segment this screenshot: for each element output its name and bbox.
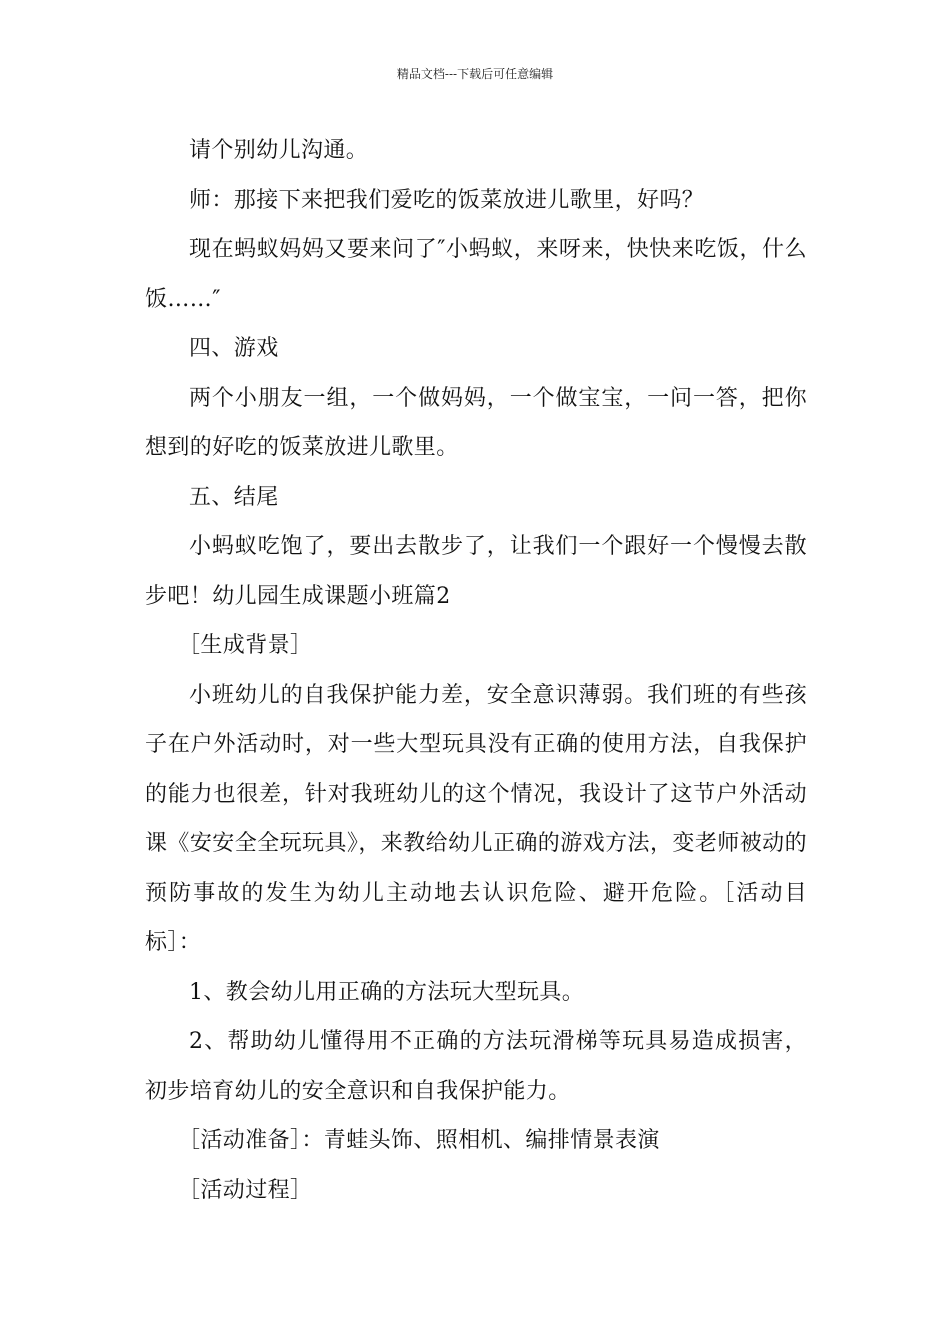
paragraph-communicate: 请个别幼儿沟通。 [189, 138, 369, 163]
paragraph-teacher-question: 师：那接下来把我们爱吃的饭菜放进儿歌里，好吗？ [189, 187, 705, 213]
paragraph-goal-1: 1、教会幼儿用正确的方法玩大型玩具。 [189, 979, 585, 1005]
paragraph-game: 两个小朋友一组，一个做妈妈，一个做宝宝，一问一答，把你想到的好吃的饭菜放进儿歌里。 [145, 385, 807, 460]
section-heading-ending: 五、结尾 [189, 484, 279, 510]
paragraph-ant-mother: 现在蚂蚁妈妈又要来问了″小蚂蚁，来呀来，快快来吃饭，什么饭……″ [145, 237, 807, 312]
section-heading-game: 四、游戏 [189, 336, 279, 361]
section-heading-process: ［活动过程］ [178, 1177, 313, 1203]
page-header: 精品文档---下载后可任意编辑 [396, 67, 554, 81]
paragraph-background: 小班幼儿的自我保护能力差，安全意识薄弱。我们班的有些孩子在户外活动时，对一些大型玩具没有正确的使用方法，自我保护的能力也很差，针对我班幼儿的这个情况，我设计了这节户外活动课《安安全全玩玩具》，来教给幼儿正确的游戏方法，变老师被动的预防事故的发生为幼儿主动地去认识危险、避开危险。［活动目标］： [145, 682, 807, 955]
document-body [145, 126, 807, 1215]
paragraph-preparation: ［活动准备］：青蛙头饰、照相机、编排情景表演 [178, 1128, 660, 1153]
section-heading-background: ［生成背景］ [178, 633, 313, 658]
paragraph-goal-2: 2、帮助幼儿懂得用不正确的方法玩滑梯等玩具易造成损害，初步培育幼儿的安全意识和自我保护能力。 [145, 1029, 807, 1104]
paragraph-ending: 小蚂蚁吃饱了，要出去散步了，让我们一个跟好一个慢慢去散步吧！幼儿园生成课题小班篇2 [145, 534, 807, 609]
